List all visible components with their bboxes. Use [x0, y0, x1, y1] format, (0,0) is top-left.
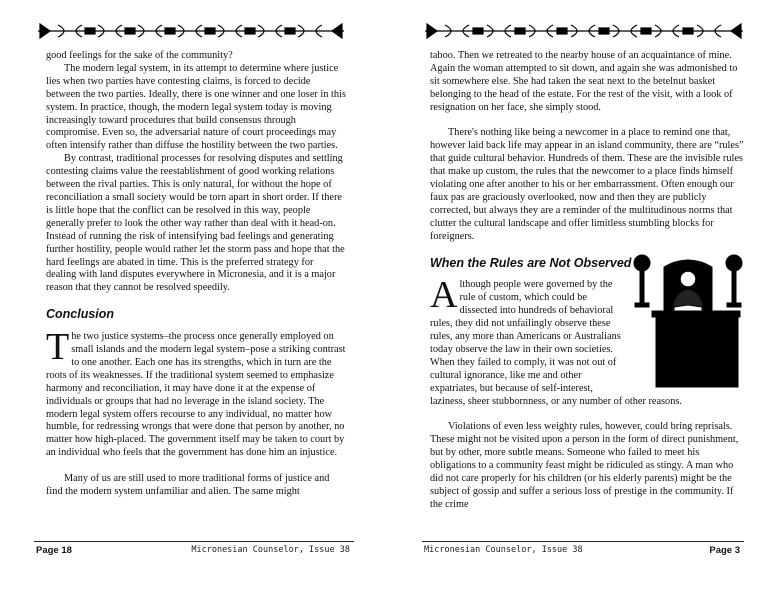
page-footer — [34, 541, 354, 556]
paragraph: Violations of even less weighty rules, however, could bring reprisals. These might not be visited upon a person in the form of direct punishment, but by other, more subtle means. Someone who failed to meet his obligations to a community feast might be ridiculed as stingy. A man who did not care properly for his children (or his elderly parents) might be the subject of gossip and suffer a serious loss of prestige in the community. If the crime — [430, 421, 739, 510]
paragraph: By contrast, traditional processes for resolving disputes and settling contesting claims value the reestablishment of good working relations between the rival parties. This is only natural, for without the hope of reconciliation a small society would be torn apart in short order. If there is little hope that the conflict can be resolved in this way, people generally prefer to look the other way rather than deal with it head-on. Instead of running the risk of intensifying bad feelings and generating further hostility, people would rather let the storm pass and hope that the hard feelings are abated in time. This is the preferred strategy for dealing with land disputes everywhere in Micronesia, and it is a major reason that they cannot be resolved speedily. — [46, 153, 345, 294]
decorative-border-icon — [38, 20, 344, 42]
paragraph: good feelings for the sake of the community? — [46, 50, 233, 61]
issue-label: Micronesian Counselor, Issue 38 — [424, 545, 583, 555]
drop-cap: A — [430, 274, 458, 317]
paragraph-text: lthough people were governed by the rule of custom, which could be dissected into hundreds of behavioral rules, they did not unfailingly observe these rules, any more than Americans or Australians today observe the law in their own societies. When they failed to comply, it was not out of cultural ignorance, like me and other expatriates, but because of self-interest, laziness, sheer stubbornness, or any number of other reasons. — [430, 279, 682, 407]
section-heading: When the Rules are Not Observed — [430, 255, 632, 270]
paragraph: The modern legal system, in its attempt to determine where justice lies when two parties have contesting claims, is forced to decide between the two parties. Ideally, there is one winner and one loser in this system. In practice, though, the modern legal system today is moving increasingly toward procedures that build consensus through compromise. Even so, the adversarial nature of court proceedings may often intensify rather than diffuse the hostility between the two parties. — [46, 62, 346, 152]
section-heading: Conclusion — [46, 307, 115, 322]
drop-cap: T — [46, 326, 70, 369]
paragraph-text: he two justice systems–the process once generally employed on small islands and the modern legal system–pose a striking contrast to one another. Each one has its strengths, which in turn are the roots of its weaknesses. If the traditional system seemed to emphasize harmony and reconciliation, it may have done it at the expense of individuals or groups that had no leverage in the island society. The modern legal system offers recourse to any individual, no matter how humble, for redressing wrongs that were done that person by another, no matter how high-placed. The government itself may be taken to court by an individual who feels that the government has done him an injustice. — [46, 331, 346, 459]
issue-label: Micronesian Counselor, Issue 38 — [191, 545, 350, 555]
page-number: Page 18 — [36, 545, 72, 556]
paragraph: taboo. Then we retreated to the nearby house of an acquaintance of mine. Again the woman attempted to sit down, and again she was admonished to sit somewhere else. She had taken the seat next to the betelnut basket belonging to the head of the estate. For the rest of the visit, with a look of resignation on her face, she simply stood. — [430, 50, 738, 113]
page-footer — [422, 541, 744, 556]
paragraph-with-dropcap — [430, 274, 744, 408]
judge-illustration-icon — [628, 253, 748, 393]
paragraph: There's nothing like being a newcomer in a place to remind one that, however laid back life may appear in an island community, there are “rules” that guide cultural behavior. Hundreds of them. These are the invisible rules that make up custom, the rules that the newcomer to a place finds himself violating one after another to his or her embarrassment. Often enough our faux pas are graciously overlooked, now and then they are publicly corrected, but always they are a reminder of the multitudinous norms that clutter the cultural landscape and offer limitless stumbling blocks for foreigners. — [430, 127, 744, 242]
left-column — [46, 50, 346, 499]
page-number: Page 3 — [709, 545, 740, 556]
right-column — [430, 50, 744, 512]
decorative-border-icon — [425, 20, 743, 42]
paragraph-with-dropcap — [46, 326, 346, 460]
paragraph: Many of us are still used to more traditional forms of justice and find the modern system unfamiliar and alien. The same might — [46, 473, 330, 497]
right-page — [388, 0, 776, 600]
